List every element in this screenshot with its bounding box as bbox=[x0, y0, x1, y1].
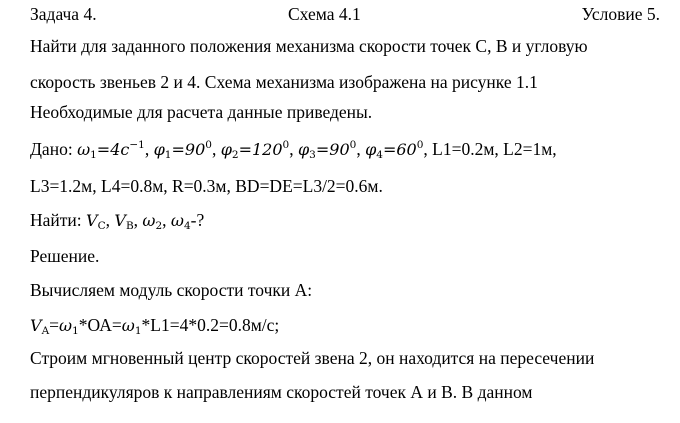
velocity-a-formula: $V_A=\omega_1*ОА=\omega_1*L1=4*0.2=0.8м/с$; bbox=[30, 315, 280, 337]
vb-symbol: $V_B$ bbox=[114, 211, 134, 232]
omega2-symbol: $\omega_2$ bbox=[142, 211, 163, 232]
given-label: Дано: bbox=[30, 139, 78, 159]
find-line: Найти: $V_C$, $V_B$, $\omega_2$, $\omega_4-$? bbox=[30, 210, 205, 232]
solution-step-2: Строим мгновенный центр скоростей звена 2, он находится на пересечении bbox=[30, 348, 595, 368]
phi2: $\varphi_2=120^0$ bbox=[220, 139, 290, 161]
given-line-2: L3=1.2м, L4=0.8м, R=0.3м, BD=DE=L3/2=0.6м. bbox=[30, 176, 383, 196]
solution-step-1: Вычисляем модуль скорости точки А: bbox=[30, 280, 313, 300]
solution-step-3: перпендикуляров к направлениям скоростей точек А и В. В данном bbox=[30, 382, 533, 402]
vc-symbol: $V_C$ bbox=[86, 211, 106, 232]
scheme-number: Схема 4.1 bbox=[288, 4, 361, 24]
document-page bbox=[30, 0, 666, 423]
phi1: $\varphi_1=90^0$ bbox=[153, 139, 212, 161]
omega1-symbol: $\omega_1$ bbox=[121, 316, 142, 337]
given-line-1: Дано: $\omega_1=4c^{-1}$, $\varphi_1=90^0$, $\varphi_2=120^0$, $\varphi_3=90^0$, $\varphi_4=60^0$, L1=0.2м, L2=1м, bbox=[30, 139, 557, 161]
phi4: $\varphi_4=60^0$ bbox=[365, 139, 424, 161]
omega1-symbol: $\omega_1$ bbox=[59, 316, 79, 337]
solution-title: Решение. bbox=[30, 246, 100, 266]
problem-line-2: скорость звеньев 2 и 4. Схема механизма изображена на рисунке 1.1 bbox=[30, 72, 538, 92]
va-symbol: $V_A$ bbox=[30, 316, 50, 337]
omega1-value: $=4c^{-1}$ bbox=[96, 139, 145, 159]
phi3: $\varphi_3=90^0$ bbox=[297, 139, 357, 161]
omega1-symbol: $\omega_1$ bbox=[77, 140, 97, 161]
header-row bbox=[30, 3, 660, 25]
find-label: Найти: bbox=[30, 210, 87, 230]
problem-line-1: Найти для заданного положения механизма скорости точек C, B и угловую bbox=[30, 36, 588, 56]
given-lengths-a: L1=0.2м, L2=1м, bbox=[432, 139, 557, 159]
problem-line-3: Необходимые для расчета данные приведены. bbox=[30, 102, 373, 122]
omega4-symbol: $\omega_4$ bbox=[170, 211, 191, 232]
task-number: Задача 4. bbox=[30, 4, 97, 24]
condition-number: Условие 5. bbox=[581, 4, 660, 24]
